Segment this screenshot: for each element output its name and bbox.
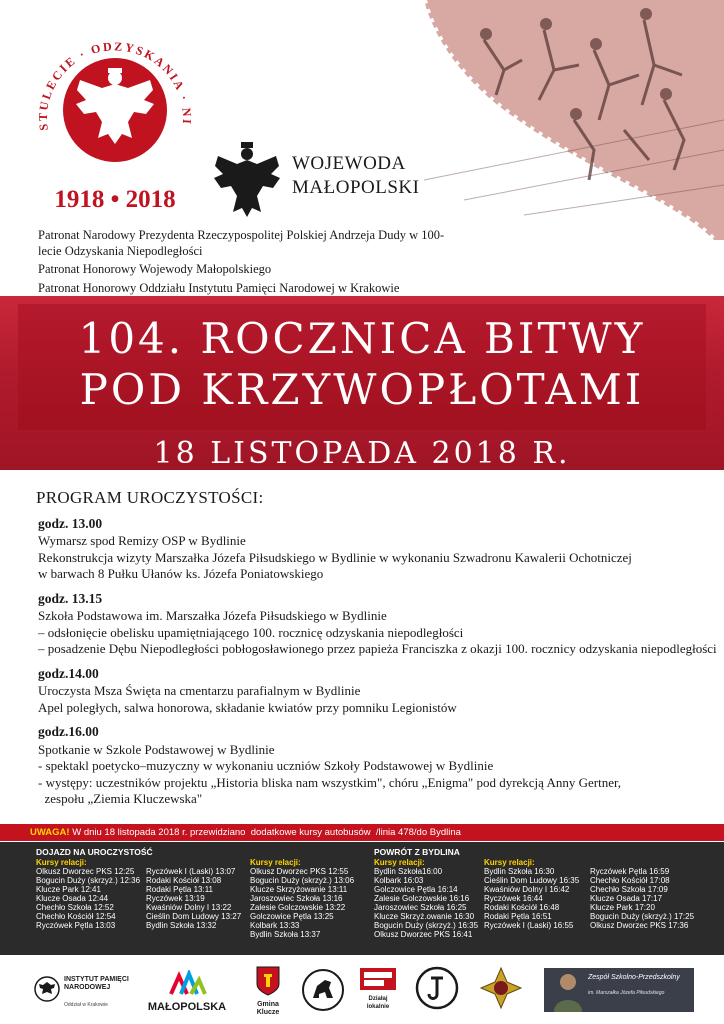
kurs-label: Kursy relacji: [484,858,535,867]
cross-badge-icon [479,966,523,1010]
malopolska-name: MAŁOPOLSKA [147,1001,227,1013]
powrot-col1 [374,848,478,939]
historical-battle-photo [424,0,724,240]
slot-line: Wymarsz spod Remizy OSP w Bydlinie [38,533,246,548]
wojewoda-line2: MAŁOPOLSKI [292,177,420,198]
stop: Ryczówek Pętla 13:03 [36,921,116,930]
stop: Ryczówek 16:44 [484,894,543,903]
slot-line: Spotkanie w Szkole Podstawowej w Bydlinie [38,741,275,757]
stop: Cieślin Dom Ludowy 13:27 [146,912,242,921]
slot-time: godz.16.00 [38,724,99,739]
slot-line: zespołu „Ziemia Kluczewska" [38,791,203,806]
stop: Chechło Szkoła 17:09 [590,885,668,894]
stop: Klucze Osada 12:44 [36,894,109,903]
slot-line: - występy: uczestników projektu „Historia bliska nam wszystkim", chóru „Enigma" pod dyrekcją Anny Gertner, [38,774,622,790]
stop: Ryczówek 13:19 [146,894,205,903]
stop: Bydlin Szkoła 13:32 [146,921,217,930]
stop: Klucze Osada 17:17 [590,894,663,903]
gmina-klucze-logo [248,966,288,1017]
seal-ring-text: STULECIE · ODZYSKANIA · NI [35,39,195,132]
program-slot [38,724,708,808]
marshal-portrait-icon [548,968,588,1012]
program-slot [38,666,708,717]
horse-club-logo [300,968,346,1017]
patronage-item: Patronat Honorowy Wojewody Małopolskiego [38,262,272,276]
stop: Bogucin Duży (skrzyż.) 17:25 [590,912,695,921]
dzialaj-icon [360,968,396,990]
notice-label: UWAGA! [30,827,70,838]
slot-time: godz. 13.00 [38,515,103,531]
dzialaj-text: Działaj lokalnie [366,996,390,1010]
program-heading: PROGRAM UROCZYSTOŚCI: [36,488,264,507]
dojazd-col2 [146,867,241,930]
wojewoda-line1: WOJEWODA [292,153,406,174]
program-slot [38,516,708,583]
ipn-name: INSTYTUT PAMIĘCI NARODOWEJ [64,976,129,991]
kurs-label: Kursy relacji: [36,858,87,867]
stop: Rodaki Kościół 13:08 [146,876,222,885]
stop: Chechło Szkoła 12:52 [36,903,114,912]
stop: Ryczówek I (Laski) 13:07 [146,867,236,876]
slot-time: godz. 13.15 [38,590,103,606]
slot-line: Szkoła Podstawowa im. Marszałka Józefa Piłsudskiego w Bydlinie [38,608,387,623]
dojazd-col1 [36,848,153,930]
stop: Bydlin Szkoła16:00 [374,867,443,876]
school-logo [544,968,694,1012]
wojewoda-title [292,152,419,200]
wojewoda-eagle-icon [212,140,282,218]
stop: Rodaki Kościół 16:48 [484,903,560,912]
school-sub: im. Marszałka Józefa Piłsudskiego [588,990,665,996]
gmina-crest-icon [256,966,280,996]
stop: Golczowice Pętla 13:25 [250,912,334,921]
banner-title-line1: 104. ROCZNICA BITWY [78,314,646,363]
patronage-list [38,228,458,299]
stop: Klucze Park 12:41 [36,885,101,894]
stop: Golczowice Pętla 16:14 [374,885,458,894]
slot-line: Uroczysta Msza Święta na cmentarzu parafialnym w Bydlinie [38,683,361,698]
centenary-seal [22,18,208,213]
banner-date: 18 LISTOPADA 2018 R. [153,436,571,471]
stop: Olkusz Dworzec PKS 12:55 [250,867,349,876]
stop: Bogucin Duży (skrzyż.) 12:36 [36,876,141,885]
slot-line: – posadzenie Dębu Niepodległości pobłogosławionego przez papieża Franciszka z okazji 100. rocznicy odzyskania niepodległości [38,641,717,656]
powrot-header: POWRÓT Z BYDLINA [374,847,460,857]
centenary-seal-graphic [22,18,208,208]
stop: Klucze Skrzyżowanie 13:11 [250,885,348,894]
stop: Zalesie Golczowskie 13:22 [250,903,346,912]
stop: Kwaśniów Dolny I 16:42 [484,885,570,894]
stop: Kolbark 16:03 [374,876,424,885]
gmina-line1: Gmina [257,1001,279,1008]
bus-schedule [0,842,724,955]
stop: Kolbark 13:33 [250,921,300,930]
monogram-icon [415,966,459,1010]
bus-notice [0,824,724,841]
stop: Olkusz Dworzec PKS 17:36 [590,921,689,930]
kurs-label: Kursy relacji: [374,858,425,867]
stop: Chechło Kościół 12:54 [36,912,116,921]
slot-line: – odsłonięcie obelisku upamiętniającego 100. rocznicę odzyskania niepodległości [38,624,464,640]
malopolska-mountains-icon [167,970,207,996]
stop: Bydlin Szkoła 16:30 [484,867,555,876]
stop: Kwaśniów Dolny I 13:22 [146,903,232,912]
patronage-item: Patronat Narodowy Prezydenta Rzeczypospolitej Polskiej Andrzeja Dudy w 100-lecie Odzyskania Niepodległości [38,228,445,258]
slot-time: godz.14.00 [38,665,99,681]
stop: Bydlin Szkoła 13:37 [250,930,321,939]
stop: Chechło Kościół 17:08 [590,876,670,885]
seal-years: 1918 • 2018 [54,186,176,213]
dojazd-header: DOJAZD NA UROCZYSTOŚĆ [36,847,153,857]
slot-line: Rekonstrukcja wizyty Marszałka Józefa Piłsudskiego w Bydlinie w wykonaniu Szwadronu Kawalerii Ochotniczej [38,549,632,565]
slot-line: w barwach 8 Pułku Ułanów ks. Józefa Poniatowskiego [38,566,324,581]
pilsudski-monogram-logo [414,966,460,1015]
stop: Jaroszowiec Szkoła 13:16 [250,894,343,903]
slot-line: - spektakl poetycko–muzyczny w wykonaniu uczniów Szkoły Podstawowej w Bydlinie [38,758,494,773]
powrot-col3 [590,867,694,930]
banner-title-line2: POD KRZYWOPŁOTAMI [79,365,645,414]
program-section [36,488,717,816]
notice-text: W dniu 18 listopada 2018 r. przewidziano dodatkowe kursy autobusów /linia 478/do Bydlina [69,827,461,838]
stop: Rodaki Pętla 13:11 [146,885,214,894]
stop: Cieślin Dom Ludowy 16:35 [484,876,580,885]
stop: Bogucin Duży (skrzyż.) 13:06 [250,876,355,885]
sponsor-logos [0,958,724,1024]
powrot-col2 [484,858,579,930]
slot-line: Apel poległych, salwa honorowa, składanie kwiatów przy pomniku Legionistów [38,699,457,715]
stop: Olkusz Dworzec PKS 12:25 [36,867,135,876]
military-cross-logo [478,966,524,1015]
horse-emblem-icon [301,968,345,1012]
stop: Ryczówek I (Laski) 16:55 [484,921,574,930]
dzialaj-lokalnie-logo [358,968,398,1011]
program-slot [38,590,717,658]
stop: Olkusz Dworzec PKS 16:41 [374,930,473,939]
malopolska-logo [142,970,232,1013]
ipn-eagle-icon [34,976,60,1002]
stop: Jaroszowiec Szkoła 16:25 [374,903,467,912]
patronage-item: Patronat Honorowy Oddziału Instytutu Pamięci Narodowej w Krakowie [38,280,400,295]
stop: Ryczówek Pętla 16:59 [590,867,670,876]
ipn-sub: Oddział w Krakowie [64,1002,108,1008]
kurs-label: Kursy relacji: [250,858,301,867]
stop: Rodaki Pętla 16:51 [484,912,552,921]
gmina-line2: Klucze [256,1009,280,1016]
stop: Klucze Park 17:20 [590,903,655,912]
stop: Klucze Skrzyż.owanie 16:30 [374,912,475,921]
dojazd-col3 [250,858,354,939]
stop: Bogucin Duży (skrzyż.) 16:35 [374,921,479,930]
school-name: Zespół Szkolno-Przedszkolny [588,974,680,981]
stop: Zalesie Golczowskie 16:16 [374,894,470,903]
